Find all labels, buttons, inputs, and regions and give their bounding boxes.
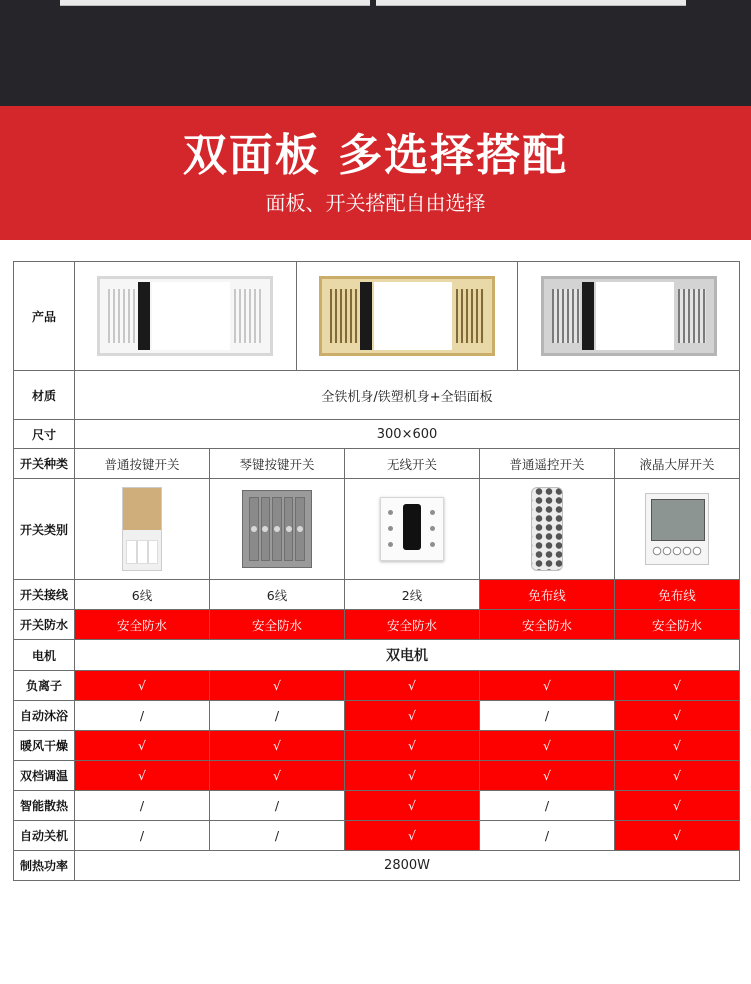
silver-panel-image (541, 276, 717, 356)
rocker-switch-image (242, 490, 312, 568)
row-label-product: 产品 (14, 262, 75, 371)
feature-cell: / (75, 701, 210, 731)
feature-cell: √ (75, 671, 210, 701)
switch-image-cell (210, 479, 345, 580)
gold-panel-image (319, 276, 495, 356)
feature-cell: √ (75, 731, 210, 761)
row-anion (14, 671, 740, 701)
feature-cell: / (210, 821, 345, 851)
row-product (14, 262, 740, 371)
switch-type-cell: 无线开关 (345, 449, 480, 479)
row-label-switch-wiring: 开关接线 (14, 580, 75, 610)
row-heating-power (14, 851, 740, 881)
lcd-switch-image (645, 493, 709, 565)
banner-title: 双面板 多选择搭配 (182, 130, 569, 181)
feature-cell: / (75, 821, 210, 851)
row-label-switch-category: 开关类别 (14, 479, 75, 580)
row-size (14, 420, 740, 449)
row-label-size: 尺寸 (14, 420, 75, 449)
feature-cell: √ (345, 791, 480, 821)
wireless-switch-image (380, 497, 444, 561)
feature-cell: √ (615, 731, 740, 761)
feature-cell: / (210, 701, 345, 731)
size-value: 300×600 (75, 420, 740, 449)
row-smart-cooling (14, 791, 740, 821)
row-material (14, 371, 740, 420)
row-label-auto-bath: 自动沐浴 (14, 701, 75, 731)
top-dark-band (0, 0, 751, 106)
material-value: 全铁机身/铁塑机身+全铝面板 (75, 371, 740, 420)
waterproof-cell: 安全防水 (75, 610, 210, 640)
feature-cell: √ (480, 731, 615, 761)
feature-cell: √ (210, 731, 345, 761)
row-label-motor: 电机 (14, 640, 75, 671)
row-label-warm-dry: 暖风干燥 (14, 731, 75, 761)
feature-cell: √ (615, 671, 740, 701)
row-label-heating-power: 制热功率 (14, 851, 75, 881)
switch-type-cell: 液晶大屏开关 (615, 449, 740, 479)
switch-image-cell (345, 479, 480, 580)
feature-cell: √ (615, 821, 740, 851)
remote-control-image (531, 487, 563, 571)
feature-cell: √ (345, 761, 480, 791)
row-warm-dry (14, 731, 740, 761)
waterproof-cell: 安全防水 (615, 610, 740, 640)
spec-table (13, 261, 740, 881)
feature-cell: √ (345, 731, 480, 761)
feature-cell: / (480, 701, 615, 731)
row-switch-type (14, 449, 740, 479)
feature-cell: / (75, 791, 210, 821)
wiring-cell: 6线 (210, 580, 345, 610)
row-label-dual-temp: 双档调温 (14, 761, 75, 791)
white-panel-image (97, 276, 273, 356)
row-switch-category (14, 479, 740, 580)
switch-image-cell (615, 479, 740, 580)
switch-image-cell (75, 479, 210, 580)
waterproof-cell: 安全防水 (210, 610, 345, 640)
feature-cell: / (480, 791, 615, 821)
row-dual-temp (14, 761, 740, 791)
row-label-material: 材质 (14, 371, 75, 420)
switch-type-cell: 琴键按键开关 (210, 449, 345, 479)
banner-subtitle: 面板、开关搭配自由选择 (265, 191, 486, 215)
feature-cell: √ (345, 701, 480, 731)
heating-power-value: 2800W (75, 851, 740, 881)
feature-cell: √ (615, 761, 740, 791)
push-button-switch-image (122, 487, 162, 571)
row-label-anion: 负离子 (14, 671, 75, 701)
feature-cell: √ (480, 761, 615, 791)
feature-cell: √ (210, 761, 345, 791)
wiring-cell: 2线 (345, 580, 480, 610)
product-cell (75, 262, 740, 371)
feature-cell: √ (615, 701, 740, 731)
wiring-cell: 免布线 (615, 580, 740, 610)
waterproof-cell: 安全防水 (480, 610, 615, 640)
waterproof-cell: 安全防水 (345, 610, 480, 640)
product-image-gold (297, 262, 519, 370)
wiring-cell: 免布线 (480, 580, 615, 610)
feature-cell: / (210, 791, 345, 821)
row-auto-bath (14, 701, 740, 731)
row-switch-waterproof (14, 610, 740, 640)
feature-cell: √ (345, 821, 480, 851)
feature-cell: √ (615, 791, 740, 821)
product-image-edge-left (60, 0, 370, 6)
wiring-cell: 6线 (75, 580, 210, 610)
row-label-switch-type: 开关种类 (14, 449, 75, 479)
feature-cell: √ (480, 671, 615, 701)
row-label-smart-cooling: 智能散热 (14, 791, 75, 821)
switch-type-cell: 普通遥控开关 (480, 449, 615, 479)
row-label-auto-off: 自动关机 (14, 821, 75, 851)
feature-cell: / (480, 821, 615, 851)
row-switch-wiring (14, 580, 740, 610)
motor-value: 双电机 (75, 640, 740, 671)
switch-image-cell (480, 479, 615, 580)
feature-cell: √ (210, 671, 345, 701)
product-image-silver (518, 262, 739, 370)
row-motor (14, 640, 740, 671)
red-banner (0, 106, 751, 240)
feature-cell: √ (345, 671, 480, 701)
row-auto-off (14, 821, 740, 851)
product-image-edge-right (376, 0, 686, 6)
row-label-switch-waterproof: 开关防水 (14, 610, 75, 640)
switch-type-cell: 普通按键开关 (75, 449, 210, 479)
feature-cell: √ (75, 761, 210, 791)
product-image-white (75, 262, 297, 370)
